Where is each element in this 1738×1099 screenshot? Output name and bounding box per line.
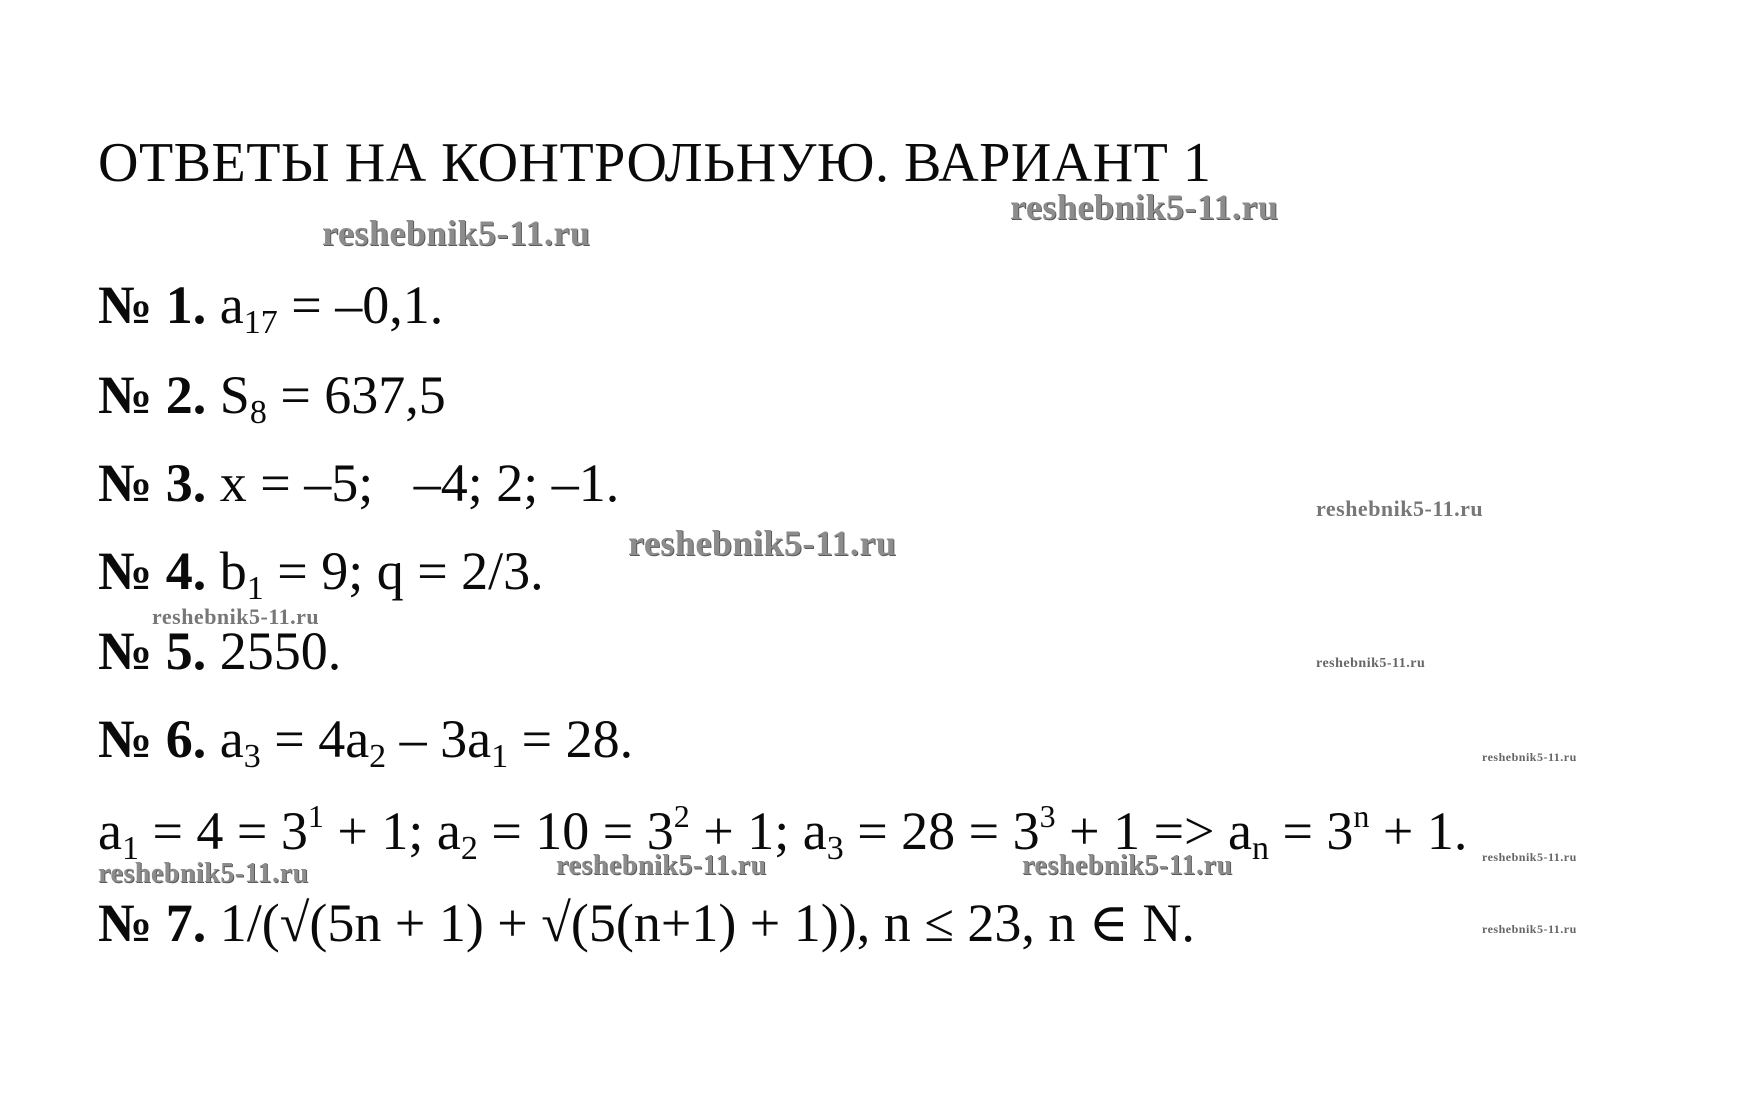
answer-text: a <box>206 709 244 769</box>
answer-text: = 28. <box>508 709 634 769</box>
answer-text: a <box>206 275 244 335</box>
answer-number: № 6. <box>98 709 207 769</box>
answer-text: = 4a <box>260 709 370 769</box>
watermark: reshebnik5-11.ru <box>1482 750 1577 764</box>
answer-text: a <box>98 801 122 861</box>
answer-6 <box>98 708 634 775</box>
watermark: reshebnik5-11.ru <box>1022 850 1233 881</box>
answer-number: № 5. <box>98 621 207 681</box>
subscript: 1 <box>246 570 264 607</box>
watermark: reshebnik5-11.ru <box>1482 922 1577 936</box>
superscript: n <box>1353 798 1370 834</box>
watermark: reshebnik5-11.ru <box>1010 187 1279 227</box>
answer-text: x = –5; –4; 2; –1. <box>206 453 620 513</box>
watermark: reshebnik5-11.ru <box>152 604 320 629</box>
subscript: 3 <box>243 738 261 775</box>
answer-number: № 1. <box>98 275 207 335</box>
watermark: reshebnik5-11.ru <box>322 213 591 253</box>
answer-text: = –0,1. <box>277 275 444 335</box>
subscript: 1 <box>491 738 509 775</box>
subscript: 1 <box>121 830 139 867</box>
answer-text: = 9; q = 2/3. <box>263 541 544 601</box>
answer-number: № 7. <box>98 893 207 953</box>
subscript: 2 <box>460 830 478 867</box>
answer-number: № 2. <box>98 365 207 425</box>
answer-number: № 3. <box>98 453 207 513</box>
answer-text: = 3 <box>1268 801 1354 861</box>
answer-text: + 1; a <box>689 801 827 861</box>
subscript: n <box>1251 830 1269 867</box>
answer-text: – 3a <box>386 709 492 769</box>
superscript: 2 <box>673 798 690 834</box>
watermark: reshebnik5-11.ru <box>1482 850 1577 864</box>
answer-text: = 637,5 <box>266 365 446 425</box>
answer-text: = 28 = 3 <box>843 801 1040 861</box>
answer-5 <box>98 620 341 682</box>
superscript: 3 <box>1039 798 1056 834</box>
subscript: 2 <box>369 738 387 775</box>
answer-1 <box>98 274 444 341</box>
answer-text: 2550. <box>206 621 342 681</box>
watermark: reshebnik5-11.ru <box>1316 656 1426 671</box>
answer-3 <box>98 452 619 514</box>
subscript: 8 <box>249 394 267 431</box>
superscript: 1 <box>307 798 324 834</box>
answer-text: + 1 => a <box>1055 801 1252 861</box>
subscript: 3 <box>826 830 844 867</box>
watermark: reshebnik5-11.ru <box>98 858 309 889</box>
answer-7 <box>98 892 1195 954</box>
answer-text: + 1; a <box>323 801 461 861</box>
answer-number: № 4. <box>98 541 207 601</box>
watermark: reshebnik5-11.ru <box>628 523 897 563</box>
answer-text: S <box>206 365 250 425</box>
answer-text: b <box>206 541 247 601</box>
answer-text: = 4 = 3 <box>138 801 308 861</box>
subscript: 17 <box>243 304 278 341</box>
answer-2 <box>98 364 446 431</box>
answer-text: + 1. <box>1369 801 1468 861</box>
watermark: reshebnik5-11.ru <box>556 850 767 881</box>
answer-text: = 10 = 3 <box>477 801 674 861</box>
page-title: ОТВЕТЫ НА КОНТРОЛЬНУЮ. ВАРИАНТ 1 <box>98 132 1212 194</box>
answer-4 <box>98 540 544 607</box>
answer-text: 1/(√(5n + 1) + √(5(n+1) + 1)), n ≤ 23, n ∈ N. <box>206 893 1195 953</box>
watermark: reshebnik5-11.ru <box>1316 496 1484 521</box>
